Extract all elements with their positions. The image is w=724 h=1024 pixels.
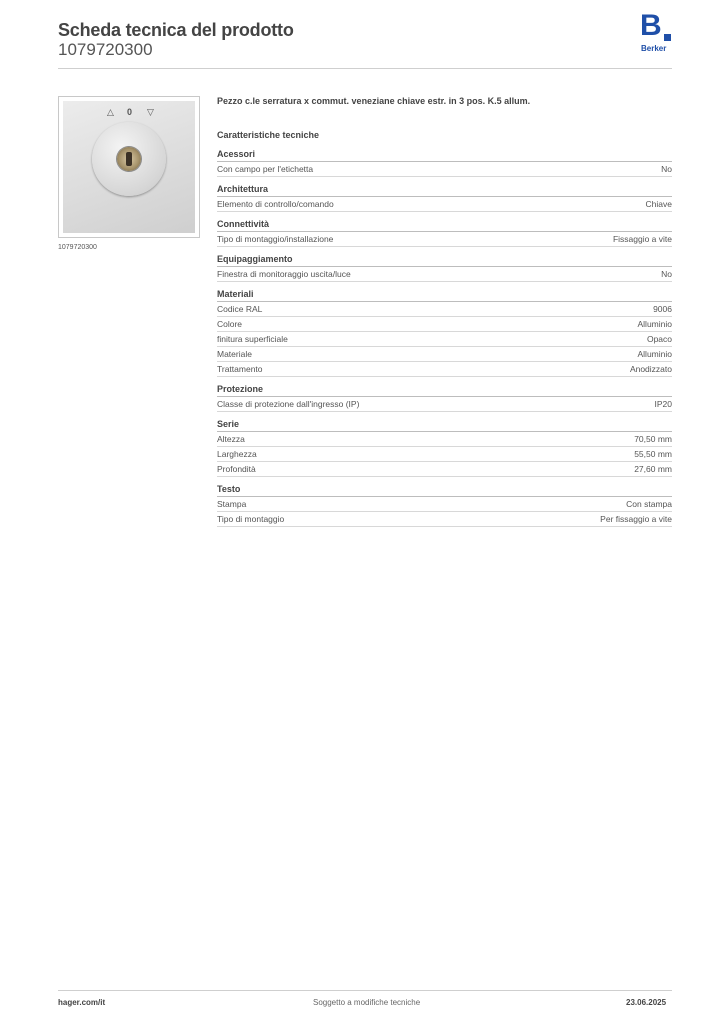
cover-plate bbox=[63, 101, 195, 233]
spec-label: Larghezza bbox=[217, 449, 257, 459]
spec-group bbox=[217, 383, 672, 412]
spec-group-title: Acessori bbox=[217, 148, 672, 162]
spec-row bbox=[217, 347, 672, 362]
spec-label: Con campo per l'etichetta bbox=[217, 164, 314, 174]
up-arrow-icon: △ bbox=[107, 107, 114, 117]
spec-group bbox=[217, 218, 672, 247]
spec-label: Tipo di montaggio/installazione bbox=[217, 234, 334, 244]
spec-label: Materiale bbox=[217, 349, 252, 359]
logo-text: Berker bbox=[641, 44, 667, 53]
logo-dot bbox=[664, 34, 671, 41]
spec-row bbox=[217, 267, 672, 282]
spec-row bbox=[217, 362, 672, 377]
spec-group-title: Protezione bbox=[217, 383, 672, 397]
spec-value: Anodizzato bbox=[629, 364, 672, 374]
product-code: 1079720300 bbox=[58, 40, 153, 59]
keyhole-icon bbox=[126, 152, 132, 166]
spec-group bbox=[217, 148, 672, 177]
spec-row bbox=[217, 462, 672, 477]
down-arrow-icon: ▽ bbox=[147, 107, 154, 117]
spec-group bbox=[217, 483, 672, 527]
spec-label: Altezza bbox=[217, 434, 245, 444]
spec-group bbox=[217, 253, 672, 282]
spec-value: Chiave bbox=[645, 199, 672, 209]
footer-divider bbox=[58, 990, 672, 991]
footer-notice: Soggetto a modifiche tecniche bbox=[313, 998, 421, 1007]
spec-value: Alluminio bbox=[637, 319, 672, 329]
spec-value: Fissaggio a vite bbox=[612, 234, 672, 244]
spec-label: Profondità bbox=[217, 464, 256, 474]
spec-label: Tipo di montaggio bbox=[217, 514, 285, 524]
spec-value: Per fissaggio a vite bbox=[600, 514, 672, 524]
spec-group bbox=[217, 418, 672, 477]
product-image bbox=[58, 96, 200, 238]
spec-label: Classe di protezione dall'ingresso (IP) bbox=[217, 399, 360, 409]
spec-label: Colore bbox=[217, 319, 243, 329]
product-description: Pezzo c.le serratura x commut. veneziane chiave estr. in 3 pos. K.5 allum. bbox=[217, 96, 531, 106]
spec-group-title: Equipaggiamento bbox=[217, 253, 672, 267]
spec-row bbox=[217, 162, 672, 177]
spec-row bbox=[217, 232, 672, 247]
spec-label: Codice RAL bbox=[217, 304, 263, 314]
logo-letter: B bbox=[640, 9, 662, 42]
spec-label: finitura superficiale bbox=[217, 334, 288, 344]
spec-row bbox=[217, 497, 672, 512]
page-title: Scheda tecnica del prodotto bbox=[58, 20, 294, 40]
spec-group-title: Serie bbox=[217, 418, 672, 432]
image-caption: 1079720300 bbox=[58, 244, 97, 251]
spec-label: Stampa bbox=[217, 499, 247, 509]
spec-value: 70,50 mm bbox=[634, 434, 672, 444]
spec-row bbox=[217, 302, 672, 317]
footer-website: hager.com/it bbox=[58, 998, 106, 1007]
spec-value: 55,50 mm bbox=[634, 449, 672, 459]
spec-row bbox=[217, 332, 672, 347]
footer-date: 23.06.2025 bbox=[626, 998, 667, 1007]
spec-label: Trattamento bbox=[217, 364, 263, 374]
spec-value: No bbox=[661, 269, 672, 279]
spec-group-title: Testo bbox=[217, 483, 672, 497]
spec-value: Alluminio bbox=[637, 349, 672, 359]
spec-value: 27,60 mm bbox=[634, 464, 672, 474]
spec-value: 9006 bbox=[653, 304, 672, 314]
spec-row bbox=[217, 397, 672, 412]
spec-label: Finestra di monitoraggio uscita/luce bbox=[217, 269, 351, 279]
spec-row bbox=[217, 317, 672, 332]
spec-group bbox=[217, 183, 672, 212]
spec-row bbox=[217, 197, 672, 212]
key-switch-ring bbox=[92, 122, 166, 196]
spec-value: Con stampa bbox=[626, 499, 672, 509]
spec-group-title: Connettività bbox=[217, 218, 672, 232]
spec-label: Elemento di controllo/comando bbox=[217, 199, 334, 209]
lock-cylinder-icon bbox=[117, 147, 141, 171]
spec-table bbox=[217, 148, 672, 533]
spec-group bbox=[217, 288, 672, 377]
spec-value: Opaco bbox=[646, 334, 672, 344]
spec-row bbox=[217, 512, 672, 527]
berker-logo bbox=[638, 9, 674, 56]
spec-group-title: Materiali bbox=[217, 288, 672, 302]
spec-row bbox=[217, 432, 672, 447]
spec-group-title: Architettura bbox=[217, 183, 672, 197]
zero-position-label: 0 bbox=[127, 107, 133, 117]
tech-section-title: Caratteristiche tecniche bbox=[217, 130, 320, 140]
spec-value: No bbox=[661, 164, 672, 174]
header-divider bbox=[58, 68, 672, 69]
spec-row bbox=[217, 447, 672, 462]
spec-value: IP20 bbox=[654, 399, 672, 409]
